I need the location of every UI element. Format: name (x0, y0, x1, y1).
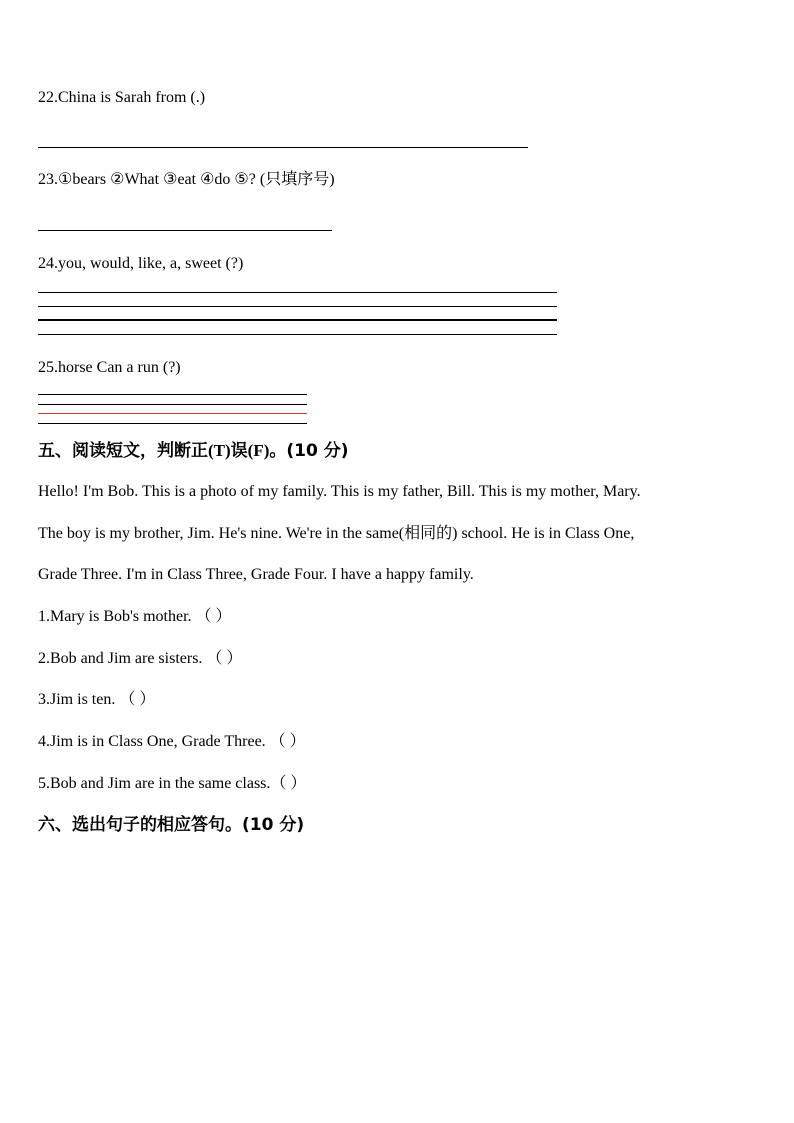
passage-line-1: Hello! I'm Bob. This is a photo of my family. This is my father, Bill. This is my mother, Mary. (38, 483, 641, 500)
judge-item-2-text: 2.Bob and Jim are sisters. (38, 650, 203, 667)
judge-item-4-text: 4.Jim is in Class One, Grade Three. (38, 733, 266, 750)
answer-line-25-2[interactable] (38, 404, 307, 405)
judge-item-3 (38, 690, 155, 710)
question-23: 23.①bears ②What ③eat ④do ⑤? (只填序号) (38, 171, 335, 188)
answer-line-25-3[interactable] (38, 413, 307, 414)
section-5-title (38, 440, 349, 462)
judge-item-3-answer[interactable]: （ ） (119, 691, 156, 708)
judge-item-5 (38, 774, 306, 794)
answer-line-24-3[interactable] (38, 319, 557, 321)
answer-line-22[interactable] (38, 147, 528, 148)
section-5-title-prefix: 五、阅读短文，判断正 (38, 441, 208, 461)
passage-line-2: The boy is my brother, Jim. He's nine. We're in the same(相同的) school. He is in Class One, (38, 525, 635, 542)
section-5-title-t: (T) (208, 441, 231, 460)
answer-line-25-4[interactable] (38, 423, 307, 424)
judge-item-2 (38, 649, 242, 669)
answer-line-25-1[interactable] (38, 394, 307, 395)
question-25: 25.horse Can a run (?) (38, 359, 181, 376)
answer-line-24-1[interactable] (38, 292, 557, 293)
judge-item-4 (38, 732, 306, 752)
question-22: 22.China is Sarah from (.) (38, 89, 206, 106)
question-24: 24.you, would, like, a, sweet (?) (38, 255, 244, 272)
judge-item-5-text: 5.Bob and Jim are in the same class. (38, 775, 271, 792)
judge-item-1-answer[interactable]: （ ） (195, 608, 232, 625)
section-5-title-f: (F) (247, 441, 270, 460)
answer-line-23[interactable] (38, 230, 332, 231)
section-5-title-mid: 误 (230, 441, 248, 461)
judge-item-1-text: 1.Mary is Bob's mother. (38, 608, 192, 625)
section-6-title: 六、选出句子的相应答句。(10 分) (38, 815, 305, 835)
judge-item-3-text: 3.Jim is ten. (38, 691, 116, 708)
answer-line-24-2[interactable] (38, 306, 557, 307)
judge-item-1 (38, 607, 232, 627)
section-5-title-suffix: 。(10 分) (269, 441, 349, 461)
answer-line-24-4[interactable] (38, 334, 557, 335)
judge-item-5-answer[interactable]: （ ） (270, 775, 307, 792)
judge-item-4-answer[interactable]: （ ） (269, 733, 306, 750)
passage-line-3: Grade Three. I'm in Class Three, Grade Four. I have a happy family. (38, 566, 474, 583)
judge-item-2-answer[interactable]: （ ） (206, 650, 243, 667)
